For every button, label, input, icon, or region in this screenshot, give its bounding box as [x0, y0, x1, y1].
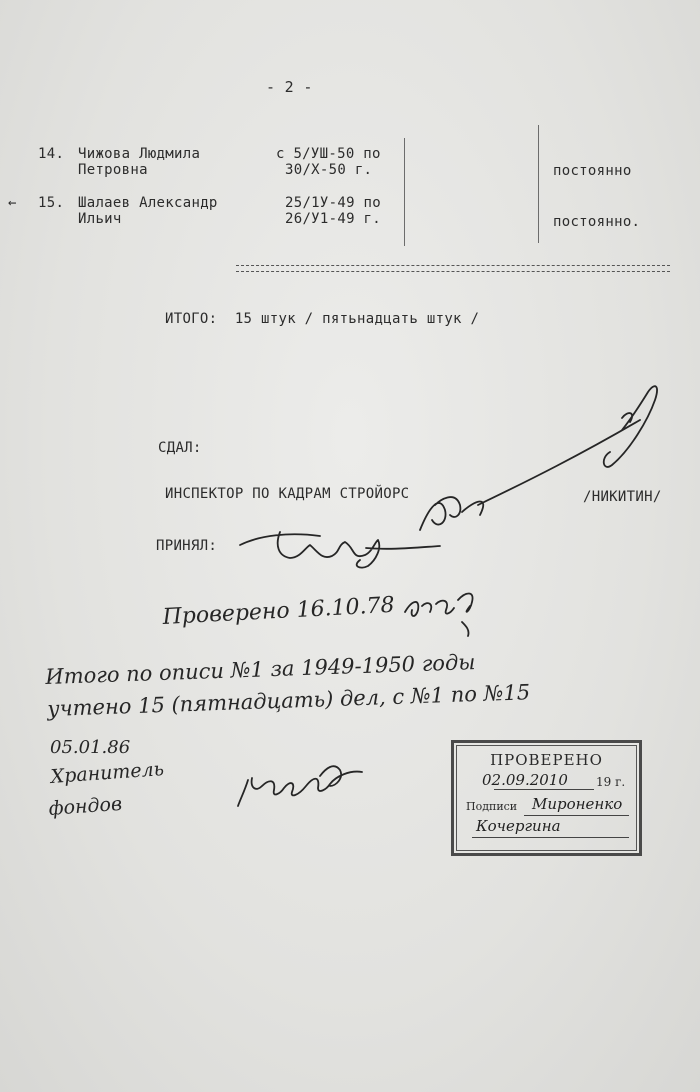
- summary-line-1: Итого по описи №1 за 1949-1950 годы: [45, 649, 476, 689]
- prinyal-label: ПРИНЯЛ:: [156, 538, 218, 554]
- row-14-date-line1: с 5/УШ-50 по: [276, 146, 381, 162]
- stamp-signature-line-1: [524, 815, 629, 816]
- row-14-date-line2: 30/Х-50 г.: [285, 162, 373, 178]
- page-number: - 2 -: [266, 78, 313, 96]
- row-15-term: постоянно.: [553, 214, 641, 230]
- stamp-signature-label: Подписи: [466, 800, 518, 813]
- verified-stamp: [451, 740, 642, 856]
- keeper-date: 05.01.86: [50, 737, 131, 758]
- inspector-title: ИНСПЕКТОР ПО КАДРАМ СТРОЙОРС: [165, 486, 410, 502]
- row-14-number: 14.: [38, 146, 65, 162]
- row-15-number: 15.: [38, 195, 65, 211]
- summary-line-2: учтено 15 (пятнадцать) дел, с №1 по №15: [47, 680, 531, 721]
- keeper-title-line1: Хранитель: [50, 758, 165, 788]
- total-line: ИТОГО: 15 штук / пятьнадцать штук /: [165, 311, 480, 327]
- stamp-year-suffix: 19 г.: [596, 775, 626, 789]
- row-15-marker: ←: [8, 195, 17, 211]
- stamp-signature-line-2: [472, 837, 629, 838]
- stamp-signer-1: Мироненко: [532, 795, 623, 813]
- stamp-date: 02.09.2010: [482, 771, 568, 789]
- row-15-date-line1: 25/1У-49 по: [285, 195, 382, 211]
- stamp-title: ПРОВЕРЕНО: [490, 751, 603, 769]
- row-14-name-line2: Петровна: [78, 162, 148, 178]
- checked-note: Проверено 16.10.78: [162, 592, 396, 630]
- keeper-title-line2: фондов: [48, 792, 123, 820]
- nikitin-name: /НИКИТИН/: [583, 489, 662, 505]
- row-15-date-line2: 26/У1-49 г.: [285, 211, 382, 227]
- stamp-date-line: [494, 789, 594, 790]
- row-14-term: постоянно: [553, 163, 632, 179]
- stamp-signer-2: Кочергина: [476, 817, 561, 835]
- row-14-name-line1: Чижова Людмила: [78, 146, 201, 162]
- row-15-name-line1: Шалаев Александр: [78, 195, 218, 211]
- sdal-label: СДАЛ:: [158, 440, 202, 456]
- row-15-name-line2: Ильич: [78, 211, 122, 227]
